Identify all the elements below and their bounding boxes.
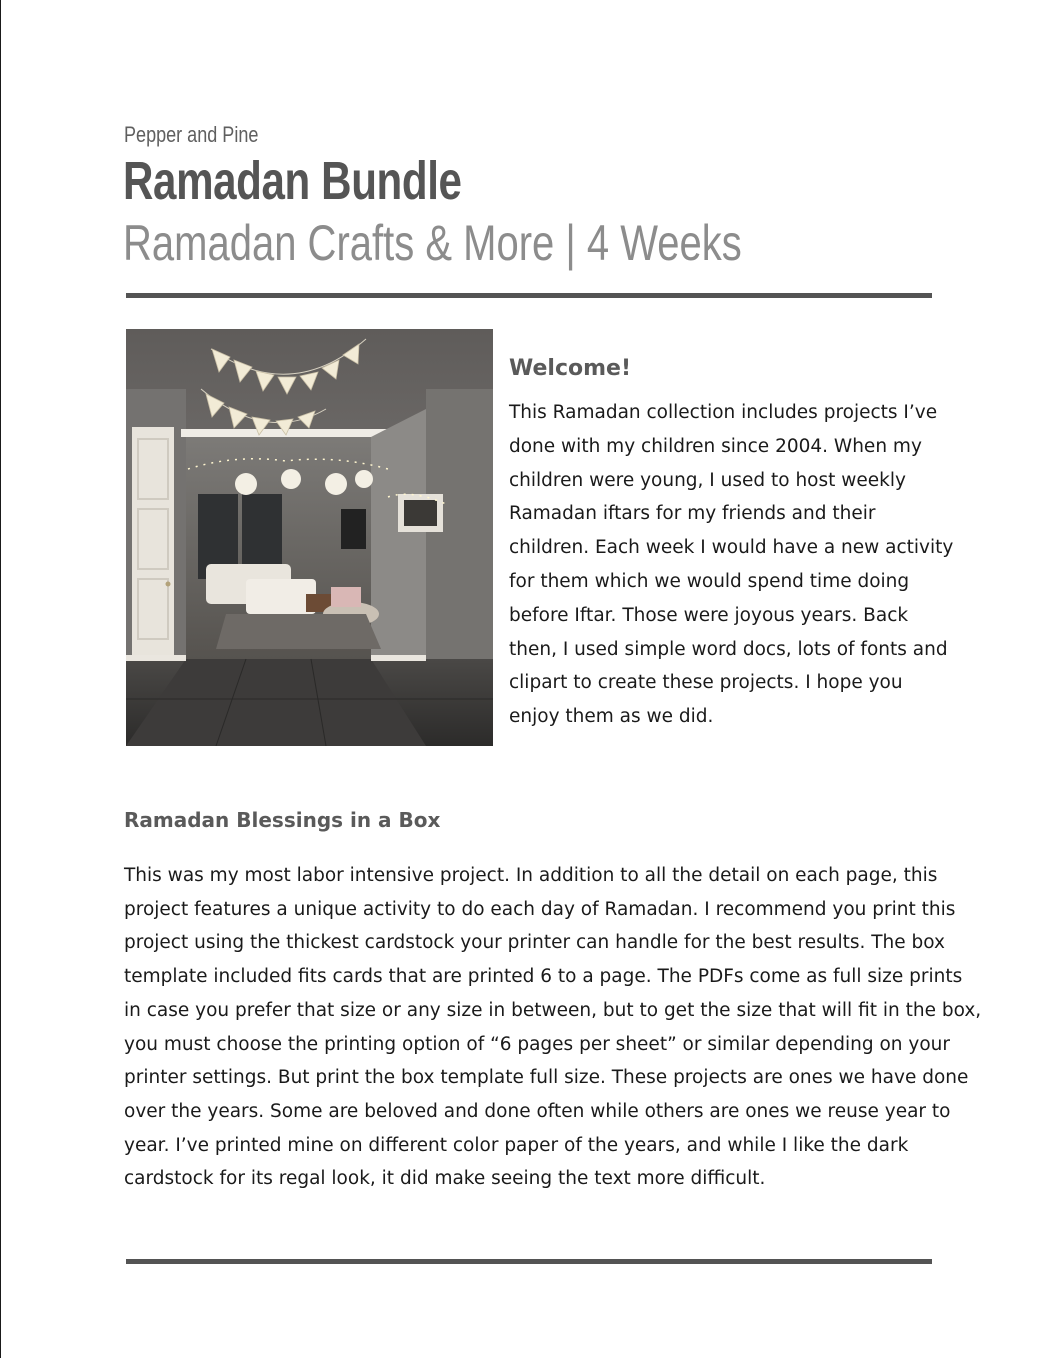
page-left-border bbox=[0, 0, 1, 1358]
welcome-line: Ramadan iftars for my friends and their bbox=[509, 503, 876, 525]
welcome-line: for them which we would spend time doing bbox=[509, 570, 910, 592]
brand-eyebrow: Pepper and Pine bbox=[124, 122, 259, 147]
welcome-line: This Ramadan collection includes projects I’ve bbox=[509, 402, 938, 423]
section-line: project features a unique activity to do each day of Ramadan. I recommend you print this bbox=[124, 898, 956, 920]
section-line: printer settings. But print the box template full size. These projects are ones we have done bbox=[124, 1067, 969, 1089]
section-line: template included fits cards that are printed 6 to a page. The PDFs come as full size prints bbox=[124, 966, 963, 988]
section-line: This was my most labor intensive project. In addition to all the detail on each page, this bbox=[124, 865, 938, 886]
top-divider bbox=[126, 293, 932, 298]
ramadan-decorated-room-photo bbox=[126, 329, 493, 746]
welcome-line: then, I used simple word docs, lots of fonts and bbox=[509, 638, 948, 660]
welcome-line: before Iftar. Those were joyous years. Back bbox=[509, 604, 909, 626]
section-line: year. I’ve printed mine on different color paper of the years, and while I like the dark bbox=[124, 1134, 909, 1156]
document-title: Ramadan Bundle bbox=[123, 151, 462, 211]
blessings-box-heading: Ramadan Blessings in a Box bbox=[124, 808, 441, 832]
welcome-heading: Welcome! bbox=[509, 356, 631, 381]
welcome-line: children. Each week I would have a new activity bbox=[509, 537, 954, 559]
welcome-line: clipart to create these projects. I hope you bbox=[509, 672, 903, 694]
blessings-box-paragraph bbox=[124, 859, 982, 1196]
section-line: over the years. Some are beloved and done often while others are ones we reuse year to bbox=[124, 1100, 951, 1122]
welcome-line: children were young, I used to host weekly bbox=[509, 469, 906, 491]
section-line: cardstock for its regal look, it did make seeing the text more difficult. bbox=[124, 1168, 766, 1190]
section-line: you must choose the printing option of “6 pages per sheet” or similar depending on your bbox=[124, 1033, 950, 1055]
section-line: project using the thickest cardstock your printer can handle for the best results. The box bbox=[124, 932, 945, 954]
welcome-line: enjoy them as we did. bbox=[509, 706, 714, 728]
welcome-paragraph bbox=[509, 396, 954, 734]
document-subtitle: Ramadan Crafts & More | 4 Weeks bbox=[123, 215, 742, 271]
welcome-line: done with my children since 2004. When my bbox=[509, 435, 922, 457]
bottom-divider bbox=[126, 1259, 932, 1264]
section-line: in case you prefer that size or any size in between, but to get the size that will fit in the box, bbox=[124, 999, 982, 1021]
